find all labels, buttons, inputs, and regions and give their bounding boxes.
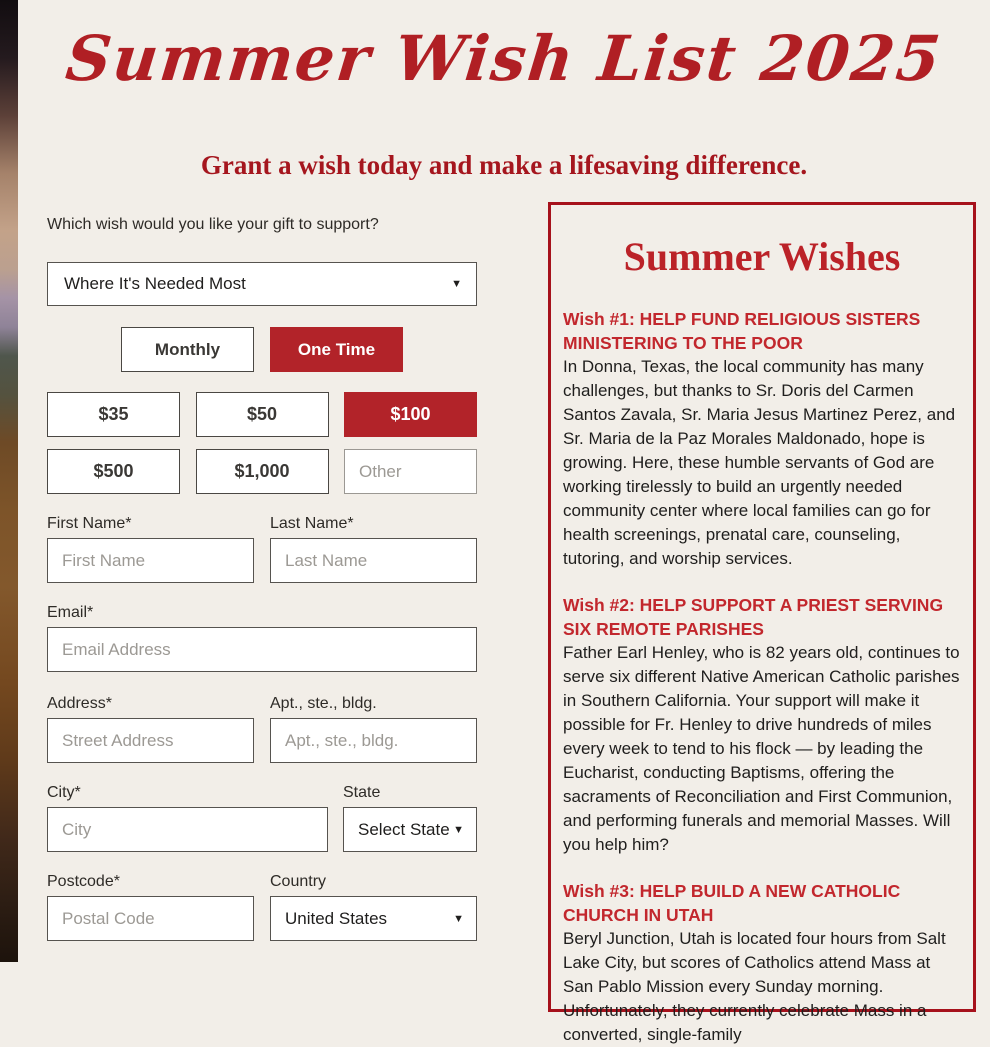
email-row <box>47 602 477 672</box>
address-row <box>47 693 477 763</box>
wish-item-1 <box>563 307 961 571</box>
amount-row-1 <box>47 392 477 437</box>
page-title: Summer Wish List 2025 <box>62 22 946 95</box>
panel-title: Summer Wishes <box>623 234 901 279</box>
chevron-down-icon: ▼ <box>451 278 462 290</box>
email-input[interactable] <box>47 627 477 672</box>
wish-2-body: Father Earl Henley, who is 82 years old, continues to serve six different Native American Catholic parishes in Southern California. Your support will make it possible for Fr. Henley to drive hundreds of miles every week to tend to his flock — by leading the Eucharist, conducting Baptisms, offering the sacraments of Reconciliation and First Communion, and performing funerals and memorial Masses. Will you help him? <box>563 643 960 854</box>
apt-input[interactable] <box>270 718 477 763</box>
donation-form <box>47 214 477 960</box>
wish-1-body: In Donna, Texas, the local community has many challenges, but thanks to Sr. Doris del Carmen Santos Zavala, Sr. Maria Jesus Martinez Perez, and Sr. Maria de la Paz Morales Maldonado, hope is growing. Here, these humble servants of God are working tirelessly to build an urgently needed community center where local families can go for health screenings, prenatal care, counseling, tutoring, and worship services. <box>563 357 956 568</box>
postcode-input[interactable] <box>47 896 254 941</box>
wish-item-3 <box>563 879 961 1047</box>
chevron-down-icon: ▼ <box>453 823 464 836</box>
address-label: Address* <box>47 695 112 712</box>
city-state-row <box>47 782 477 852</box>
first-name-input[interactable] <box>47 538 254 583</box>
amount-100-button[interactable]: $100 <box>344 392 477 437</box>
state-select[interactable] <box>343 807 477 852</box>
chevron-down-icon: ▼ <box>453 912 464 925</box>
postcode-country-row <box>47 871 477 941</box>
name-row <box>47 513 477 583</box>
apt-label: Apt., ste., bldg. <box>270 695 377 712</box>
state-select-value: Select State <box>358 819 450 839</box>
summer-wishes-panel <box>548 202 976 1044</box>
wish-item-2 <box>563 593 961 857</box>
one-time-button[interactable]: One Time <box>270 327 403 372</box>
wish-1-heading: Wish #1: HELP FUND RELIGIOUS SISTERS MINISTERING TO THE POOR <box>563 309 921 353</box>
country-select-value: United States <box>285 908 388 928</box>
city-input[interactable] <box>47 807 328 852</box>
other-amount-input[interactable] <box>344 449 477 494</box>
last-name-input[interactable] <box>270 538 477 583</box>
wish-select[interactable] <box>47 262 477 306</box>
state-label: State <box>343 784 381 801</box>
wish-select-value: Where It's Needed Most <box>64 274 246 293</box>
amount-row-2 <box>47 449 477 494</box>
wish-question-label: Which wish would you like your gift to support? <box>47 216 379 233</box>
left-photo-strip <box>0 0 18 962</box>
frequency-toggle <box>121 327 403 372</box>
page-content <box>18 0 990 1044</box>
wish-2-heading: Wish #2: HELP SUPPORT A PRIEST SERVING SIX REMOTE PARISHES <box>563 595 944 639</box>
amount-1000-button[interactable]: $1,000 <box>196 449 329 494</box>
postcode-label: Postcode* <box>47 873 120 890</box>
street-address-input[interactable] <box>47 718 254 763</box>
amount-35-button[interactable]: $35 <box>47 392 180 437</box>
email-label: Email* <box>47 604 94 621</box>
amount-500-button[interactable]: $500 <box>47 449 180 494</box>
page-subtitle: Grant a wish today and make a lifesaving difference. <box>200 150 808 180</box>
last-name-label: Last Name* <box>270 515 354 532</box>
country-select[interactable] <box>270 896 477 941</box>
wish-3-heading: Wish #3: HELP BUILD A NEW CATHOLIC CHURCH IN UTAH <box>563 881 901 925</box>
city-label: City* <box>47 784 81 801</box>
wish-3-body: Beryl Junction, Utah is located four hours from Salt Lake City, but scores of Catholics attend Mass at San Pablo Mission every Sunday morning. Unfortunately, they currently celebrate Mass in a converted, single-family <box>563 929 946 1044</box>
amount-50-button[interactable]: $50 <box>196 392 329 437</box>
first-name-label: First Name* <box>47 515 132 532</box>
monthly-button[interactable]: Monthly <box>121 327 254 372</box>
country-label: Country <box>270 873 327 890</box>
